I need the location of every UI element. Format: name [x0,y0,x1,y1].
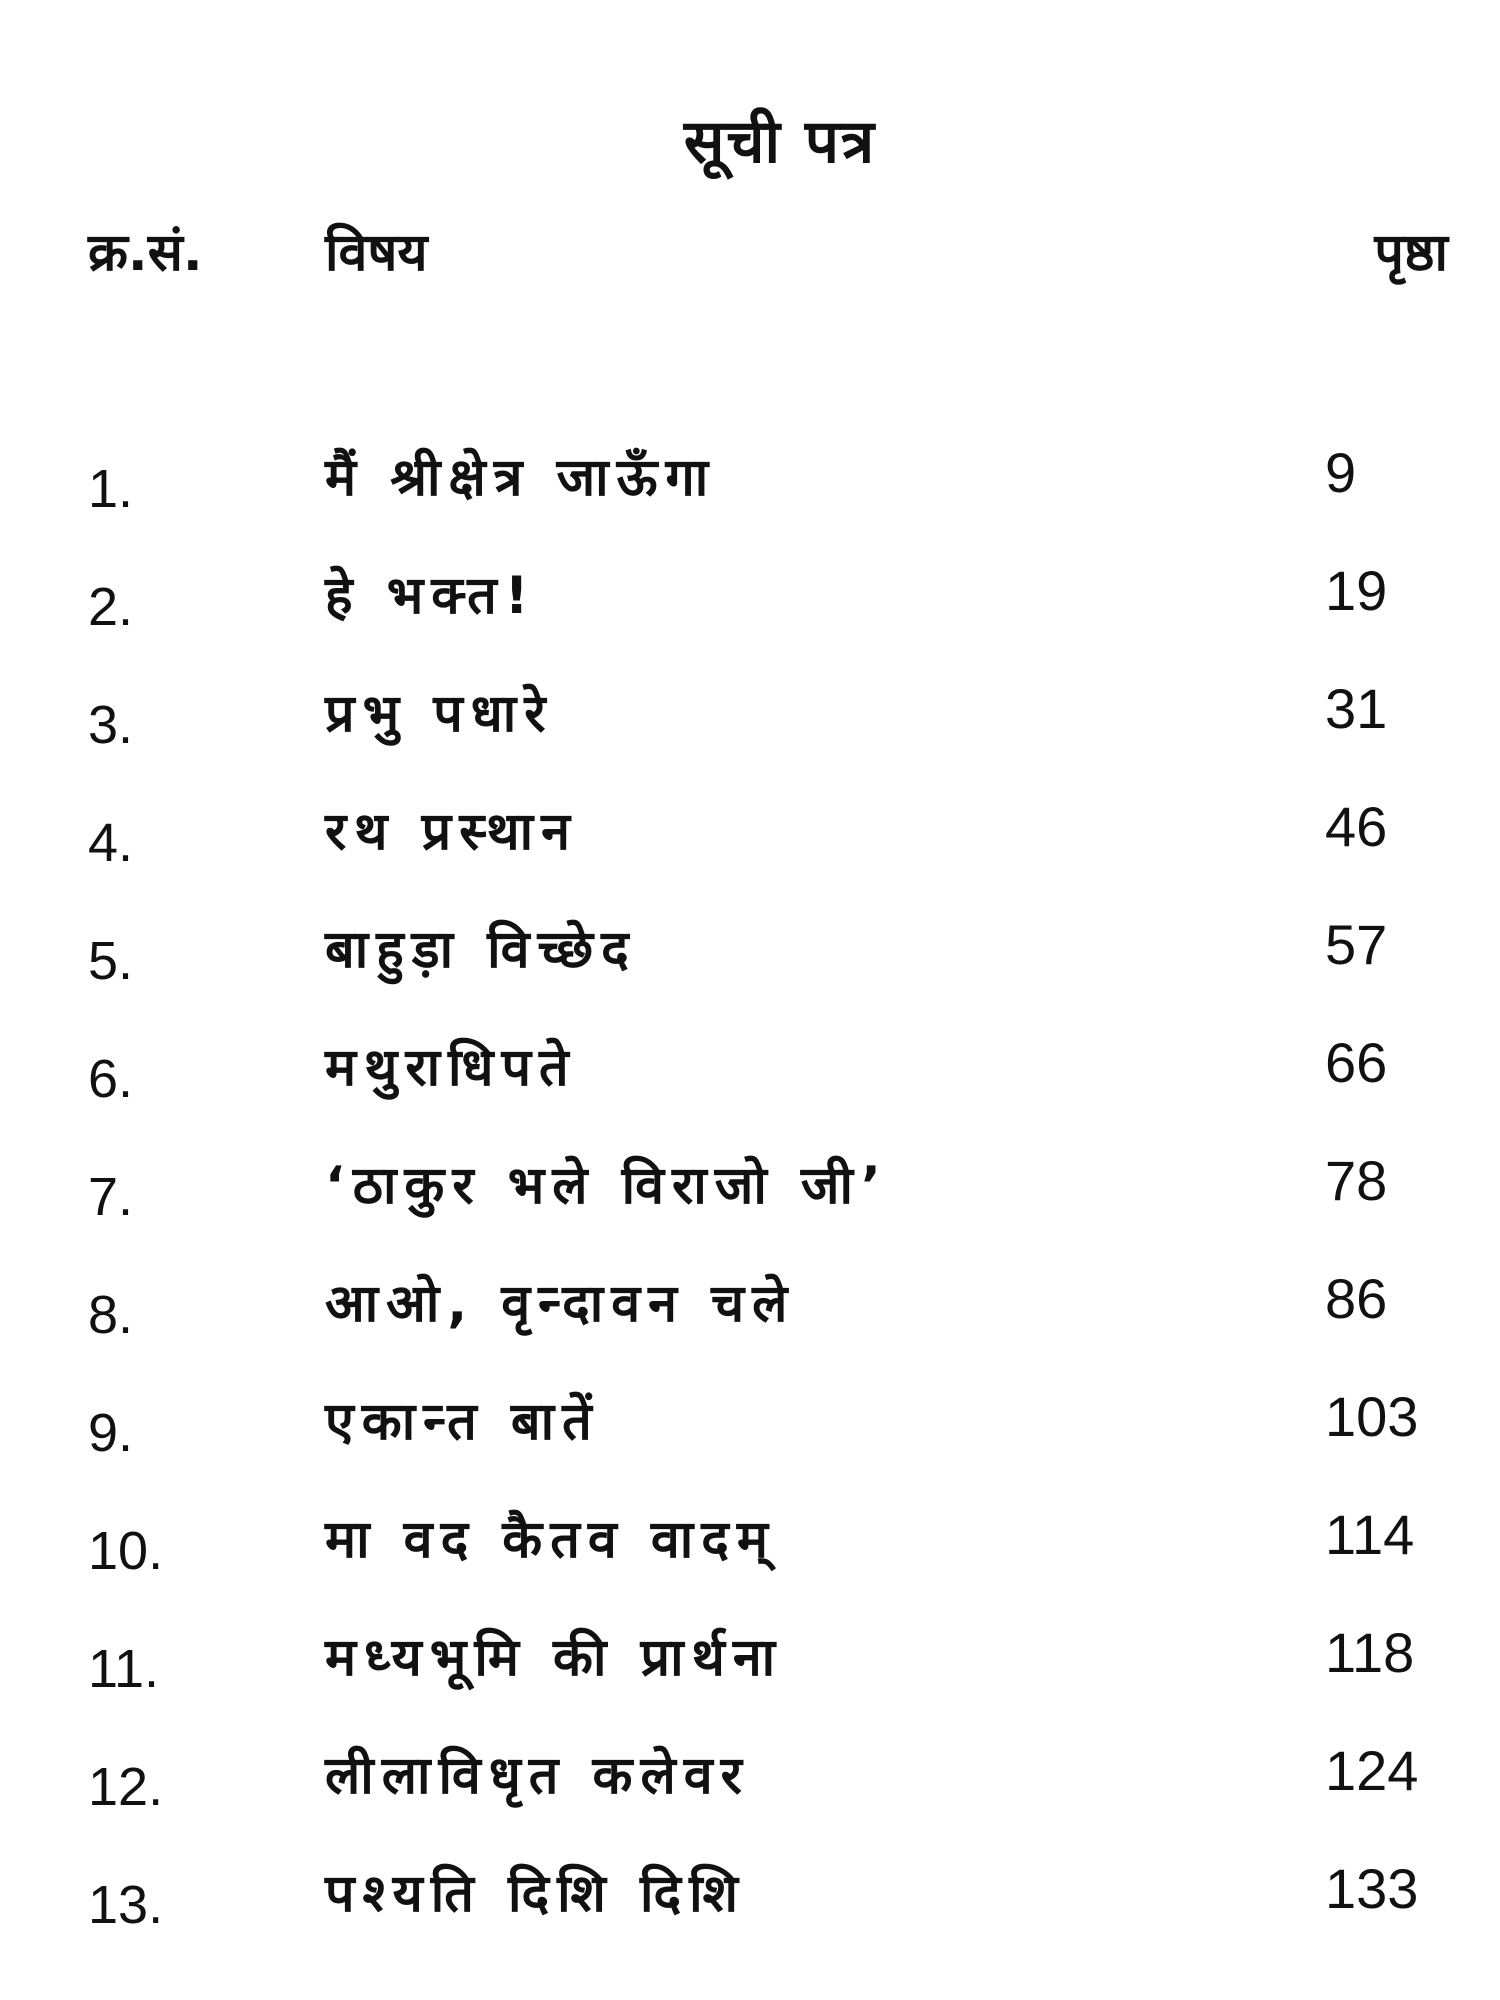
entry-subject: आओ, वृन्दावन चले [325,1274,796,1334]
entry-page: 114 [1325,1503,1415,1566]
entry-number: 8. [88,1285,134,1345]
toc-list [0,440,1500,1974]
toc-row [0,912,1500,1030]
entry-page: 78 [1325,1149,1388,1212]
entry-page: 118 [1325,1621,1415,1684]
entry-number: 4. [88,813,134,873]
entry-page: 31 [1325,677,1388,740]
entry-subject: ‘ठाकुर भले विराजो जी’ [325,1156,889,1216]
toc-row [0,1266,1500,1384]
toc-row [0,440,1500,558]
entry-number: 12. [88,1757,164,1817]
toc-row [0,1148,1500,1266]
entry-number: 5. [88,931,134,991]
entry-number: 13. [88,1875,164,1935]
entry-page: 46 [1325,795,1388,858]
entry-page: 9 [1325,441,1357,504]
entry-subject: लीलाविधृत कलेवर [325,1746,750,1806]
page-column-header: पृष्ठा [1374,223,1448,283]
toc-row [0,1738,1500,1856]
entry-page: 86 [1325,1267,1388,1330]
entry-number: 10. [88,1521,164,1581]
entry-page: 103 [1325,1385,1419,1448]
toc-row [0,1384,1500,1502]
toc-row [0,558,1500,676]
toc-header [0,215,1500,295]
toc-row [0,1030,1500,1148]
toc-row [0,794,1500,912]
entry-subject: रथ प्रस्थान [325,802,578,862]
toc-row [0,1620,1500,1738]
serial-column-header: क्र.सं. [88,223,203,283]
toc-row [0,676,1500,794]
subject-column-header: विषय [325,223,428,283]
page-title: सूची पत्र [683,107,877,177]
entry-number: 2. [88,577,134,637]
entry-number: 11. [88,1639,160,1699]
entry-subject: एकान्त बातें [325,1392,600,1452]
entry-subject: मैं श्रीक्षेत्र जाऊँगा [325,448,717,508]
entry-number: 9. [88,1403,134,1463]
toc-row [0,1502,1500,1620]
entry-subject: मा वद कैतव वादम् [325,1510,776,1570]
entry-page: 57 [1325,913,1388,976]
entry-page: 124 [1325,1739,1419,1802]
entry-subject: पश्यति दिशि दिशि [325,1864,746,1924]
entry-number: 7. [88,1167,134,1227]
entry-subject: मथुराधिपते [325,1038,577,1098]
entry-page: 133 [1325,1857,1419,1920]
entry-subject: मध्यभूमि की प्रार्थना [325,1628,784,1688]
entry-number: 3. [88,695,134,755]
entry-number: 6. [88,1049,134,1109]
entry-subject: प्रभु पधारे [325,684,554,744]
entry-page: 19 [1325,559,1388,622]
toc-row [0,1856,1500,1974]
entry-subject: हे भक्त! [325,566,537,626]
entry-page: 66 [1325,1031,1388,1094]
entry-number: 1. [88,459,134,519]
entry-subject: बाहुड़ा विच्छेद [325,920,637,980]
